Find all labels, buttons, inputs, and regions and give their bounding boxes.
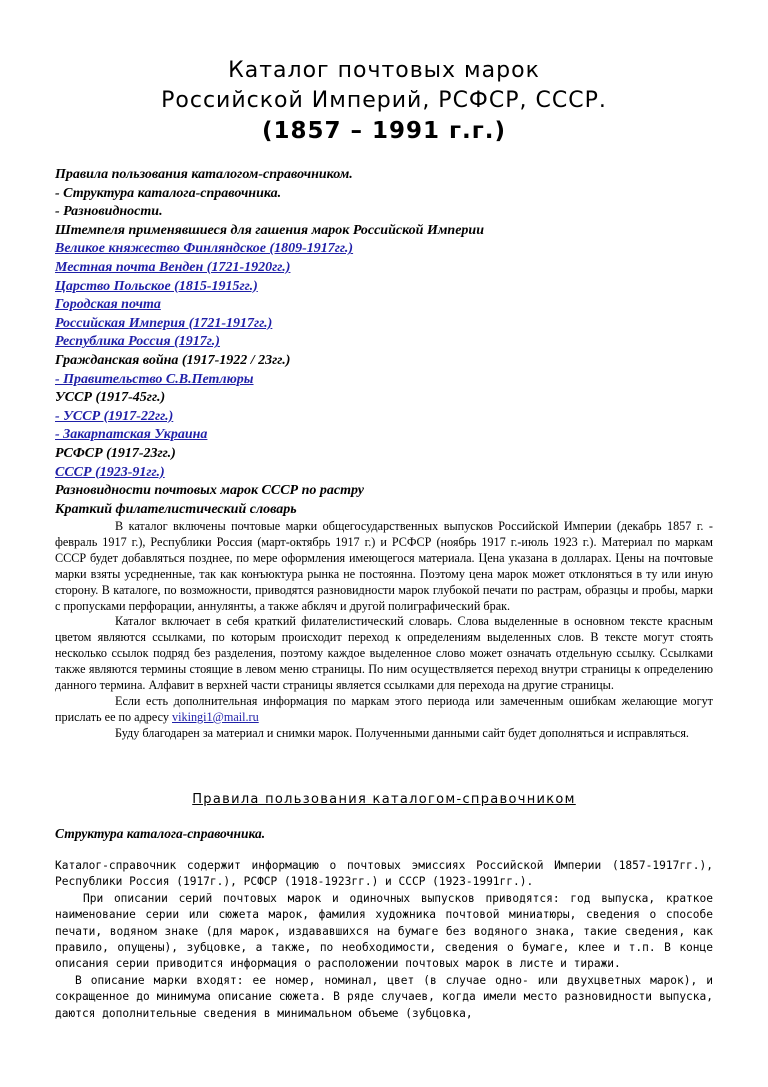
intro-paragraph-text: Если есть дополнительная информация по маркам этого периода или замеченным ошибкам желающие могут прислать ее по адресу (55, 693, 713, 724)
toc-link[interactable]: - УССР (1917-22гг.) (55, 408, 174, 424)
toc-item: УССР (1917-45гг.) (55, 390, 166, 406)
toc-item: Гражданская война (1917-1922 / 23гг.) (55, 352, 291, 368)
toc-item: Правила пользования каталогом-справочником. (55, 167, 353, 182)
toc-link[interactable]: Российская Империя (1721-1917гг.) (55, 315, 273, 331)
toc-link[interactable]: Республика Россия (1917г.) (55, 334, 220, 350)
toc-link[interactable]: Местная почта Венден (1721-1920гг.) (55, 259, 291, 275)
toc-link[interactable]: - Закарпатская Украина (55, 427, 208, 443)
toc-item: Штемпеля применявшиеся для гашения марок Российской Империи (55, 222, 484, 238)
toc-link[interactable]: Великое княжество Финляндское (1809-1917гг.) (55, 241, 354, 257)
toc-link[interactable]: - Правительство С.В.Петлюры (55, 371, 254, 387)
structure-paragraph: Каталог-справочник содержит информацию о почтовых эмиссиях Российской Империи (1857-1917гг.), Республики Россия (1917г.), РСФСР (1918-1923гг.) и СССР (1923-1991гг.). (55, 859, 713, 889)
toc-item: - Разновидности. (55, 204, 163, 220)
toc-link[interactable]: Городская почта (55, 297, 161, 313)
section-subheading: Структура каталога-справочника. (55, 826, 266, 841)
intro-paragraph: Буду благодарен за материал и снимки марок. Полученными данными сайт будет дополняться и исправляться. (115, 725, 689, 740)
intro-paragraph: Каталог включает в себя краткий филателистический словарь. Слова выделенные в основном тексте красным цветом являются ссылками, по которым происходит переход к определениям выделенных слов. В тексте могут стоять несколько ссылок подряд без разделения, поэтому каждое выделенное слово может означать отдельную ссылку. Ссылками также являются термины стоящие в левом меню страницы. По ним осуществляется переход внутри страницы к определению данного термина. Алфавит в верхней части страницы является ссылками для перехода на другие страницы. (55, 614, 713, 693)
table-of-contents (55, 166, 715, 519)
toc-item: РСФСР (1917-23гг.) (55, 445, 176, 461)
intro-paragraph: В каталог включены почтовые марки общегосударственных выпусков Российской Империи (декабрь 1857 г. - февраль 1917 г.), Республики Россия (март-октябрь 1917 г.) и РСФСР (ноябрь 1917 г.-июль 1923 г.). Материал по маркам СССР будет добавляться позднее, по мере оформления имеющегося материала. Цена указана в долларах. Цены на почтовые марки взяты усредненные, так как конъюктура рынка не постоянна. Поэтому цена марок может отклоняться в ту или иную сторону. В каталоге, по возможности, приводятся разновидности марок глубокой печати по растрам, образцы и пробы, марки с пропусками перфорации, аннулянты, а также абкляч и другой полиграфический брак. (55, 519, 713, 613)
toc-item: - Структура каталога-справочника. (55, 185, 282, 201)
section-heading: Правила пользования каталогом-справочником (192, 792, 576, 807)
toc-item: Краткий филателистический словарь (55, 501, 297, 517)
email-link[interactable]: vikingi1@mail.ru (172, 709, 259, 724)
title-line-1: Каталог почтовых марок (228, 58, 540, 83)
intro-text (55, 519, 713, 742)
title-line-2: Российской Империй, РСФСР, СССР. (161, 88, 607, 113)
toc-item: Разновидности почтовых марок СССР по растру (55, 483, 365, 499)
toc-link[interactable]: СССР (1923-91гг.) (55, 464, 165, 480)
structure-paragraph: В описание марки входят: ее номер, номинал, цвет (в случае одно- или двухцветных марок), и сокращенное до минимума описание сюжета. В ряде случаев, когда имели место разновидности выпуска, даются дополнительные сведения в минимальном объеме (зубцовка, (55, 973, 713, 1020)
structure-text (55, 858, 713, 1022)
title-line-3: (1857 – 1991 г.г.) (261, 118, 507, 144)
intro-paragraph (55, 694, 713, 726)
structure-paragraph: При описании серий почтовых марок и одиночных выпусков приводятся: год выпуска, краткое наименование серии или сюжета марок, фамилия художника почтовой миниатюры, сведения о способе печати, водяном знаке (для марок, издававшихся на бумаге без водяного знака, такие сведения, как правило, опущены), зубцовке, а также, по необходимости, сведения о бумаге, клее и т.п. В конце описания серии приводится информация о расположении почтовых марок в листе и тиражи. (55, 891, 713, 971)
toc-link[interactable]: Царство Польское (1815-1915гг.) (55, 278, 258, 294)
